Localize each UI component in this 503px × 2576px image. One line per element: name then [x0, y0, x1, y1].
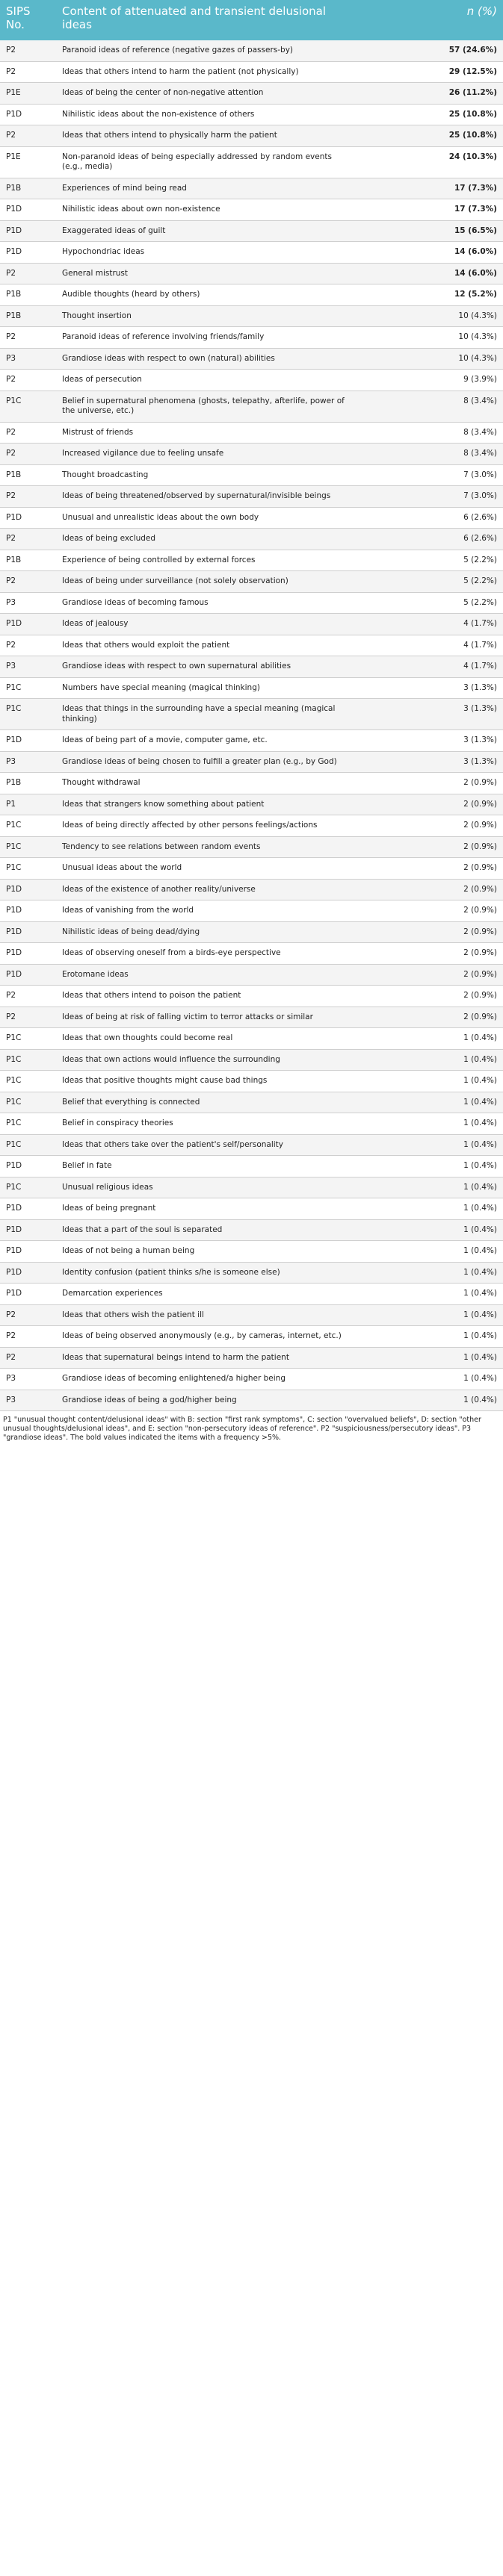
table-row: [0, 83, 503, 105]
sips-cell: P2: [0, 1326, 56, 1348]
content-cell: Identity confusion (patient thinks s/he is someone else): [56, 1262, 352, 1284]
table-row: [0, 444, 503, 465]
content-cell: Ideas of being excluded: [56, 529, 352, 550]
value-cell: 14 (6.0%): [352, 242, 503, 264]
sips-cell: P1C: [0, 677, 56, 699]
table-row: [0, 1049, 503, 1071]
table-row: [0, 1284, 503, 1305]
sips-cell: P1D: [0, 900, 56, 922]
content-cell: Experiences of mind being read: [56, 178, 352, 199]
table-row: [0, 1304, 503, 1326]
table-row: [0, 370, 503, 391]
value-cell: 10 (4.3%): [352, 305, 503, 327]
value-cell: 15 (6.5%): [352, 220, 503, 242]
sips-cell: P2: [0, 444, 56, 465]
sips-cell: P1D: [0, 220, 56, 242]
content-cell: Ideas of the existence of another reality/universe: [56, 879, 352, 900]
sips-cell: P1D: [0, 1241, 56, 1263]
content-cell: Ideas that own actions would influence the surrounding: [56, 1049, 352, 1071]
sips-cell: P1E: [0, 83, 56, 105]
sips-cell: P2: [0, 571, 56, 593]
table-row: [0, 284, 503, 306]
value-cell: 1 (0.4%): [352, 1156, 503, 1177]
table-row: [0, 1326, 503, 1348]
value-cell: 1 (0.4%): [352, 1028, 503, 1050]
table-row: [0, 1071, 503, 1092]
content-cell: Ideas of persecution: [56, 370, 352, 391]
content-cell: Ideas that a part of the soul is separated: [56, 1219, 352, 1241]
sips-cell: P2: [0, 1304, 56, 1326]
content-cell: Paranoid ideas of reference (negative gazes of passers-by): [56, 40, 352, 61]
sips-cell: P1D: [0, 1284, 56, 1305]
sips-cell: P3: [0, 656, 56, 678]
table-row: [0, 486, 503, 508]
value-cell: 8 (3.4%): [352, 391, 503, 422]
content-cell: Ideas that others take over the patient's self/personality: [56, 1134, 352, 1156]
table-row: [0, 1156, 503, 1177]
value-cell: 29 (12.5%): [352, 61, 503, 83]
value-cell: 12 (5.2%): [352, 284, 503, 306]
sips-cell: P1D: [0, 943, 56, 965]
content-cell: Audible thoughts (heard by others): [56, 284, 352, 306]
sips-cell: P1D: [0, 614, 56, 635]
table-row: [0, 263, 503, 284]
value-cell: 1 (0.4%): [352, 1326, 503, 1348]
value-cell: 3 (1.3%): [352, 699, 503, 730]
table-row: [0, 836, 503, 858]
content-cell: General mistrust: [56, 263, 352, 284]
sips-cell: P1B: [0, 178, 56, 199]
table-row: [0, 656, 503, 678]
sips-cell: P3: [0, 1390, 56, 1411]
value-cell: 1 (0.4%): [352, 1198, 503, 1220]
value-cell: 3 (1.3%): [352, 677, 503, 699]
table-row: [0, 125, 503, 147]
table-row: [0, 199, 503, 221]
sips-cell: P1B: [0, 305, 56, 327]
value-cell: 24 (10.3%): [352, 146, 503, 178]
table-row: [0, 614, 503, 635]
content-cell: Ideas of jealousy: [56, 614, 352, 635]
table-row: [0, 61, 503, 83]
table-row: [0, 1177, 503, 1198]
header-content: Content of attenuated and transient delusional ideas: [56, 0, 352, 40]
sips-cell: P1C: [0, 1177, 56, 1198]
table-row: [0, 1347, 503, 1369]
table-row: [0, 1007, 503, 1028]
value-cell: 2 (0.9%): [352, 986, 503, 1007]
table-row: [0, 178, 503, 199]
sips-cell: P2: [0, 370, 56, 391]
value-cell: 2 (0.9%): [352, 943, 503, 965]
value-cell: 2 (0.9%): [352, 773, 503, 794]
value-cell: 1 (0.4%): [352, 1071, 503, 1092]
header-sips-no: SIPS No.: [0, 0, 56, 40]
sips-cell: P1D: [0, 1156, 56, 1177]
sips-cell: P2: [0, 986, 56, 1007]
value-cell: 3 (1.3%): [352, 751, 503, 773]
content-cell: Ideas of vanishing from the world: [56, 900, 352, 922]
sips-cell: P1D: [0, 1262, 56, 1284]
value-cell: 2 (0.9%): [352, 879, 503, 900]
content-cell: Ideas that own thoughts could become real: [56, 1028, 352, 1050]
table-row: [0, 1241, 503, 1263]
content-cell: Thought insertion: [56, 305, 352, 327]
table-row: [0, 348, 503, 370]
header-n-percent: [352, 0, 503, 40]
content-cell: Ideas of being directly affected by other persons feelings/actions: [56, 815, 352, 837]
table-row: [0, 327, 503, 349]
value-cell: 1 (0.4%): [352, 1134, 503, 1156]
sips-cell: P2: [0, 635, 56, 656]
table-body: [0, 40, 503, 1411]
table-row: [0, 104, 503, 125]
table-row: [0, 1219, 503, 1241]
value-cell: 26 (11.2%): [352, 83, 503, 105]
value-cell: 2 (0.9%): [352, 921, 503, 943]
sips-cell: P1D: [0, 1219, 56, 1241]
table-row: [0, 699, 503, 730]
value-cell: 1 (0.4%): [352, 1390, 503, 1411]
value-cell: 4 (1.7%): [352, 656, 503, 678]
table-row: [0, 592, 503, 614]
sips-cell: P3: [0, 348, 56, 370]
table-row: [0, 751, 503, 773]
table-row: [0, 879, 503, 900]
value-cell: 1 (0.4%): [352, 1113, 503, 1135]
table-row: [0, 1134, 503, 1156]
sips-cell: P2: [0, 263, 56, 284]
content-cell: Ideas of being under surveillance (not solely observation): [56, 571, 352, 593]
content-cell: Exaggerated ideas of guilt: [56, 220, 352, 242]
table-row: [0, 1113, 503, 1135]
sips-cell: P1D: [0, 507, 56, 529]
sips-cell: P2: [0, 422, 56, 444]
content-cell: Paranoid ideas of reference involving friends/family: [56, 327, 352, 349]
sips-cell: P1B: [0, 773, 56, 794]
table-footnote: P1 "unusual thought content/delusional ideas" with B: section "first rank symptoms", C: section "overvalued beliefs", D: section "other unusual thoughts/delusional ideas", and E: section "non-persecutory ideas of reference". P2 "suspiciousness/persecutory ideas". P3 "grandiose ideas". The bold values indicated the items with a frequency >5%.: [3, 1416, 481, 1442]
content-cell: Belief in fate: [56, 1156, 352, 1177]
content-cell: Thought broadcasting: [56, 464, 352, 486]
content-cell: Ideas of not being a human being: [56, 1241, 352, 1263]
value-cell: 8 (3.4%): [352, 444, 503, 465]
table-row: [0, 1369, 503, 1390]
content-cell: Mistrust of friends: [56, 422, 352, 444]
content-cell: Thought withdrawal: [56, 773, 352, 794]
sips-cell: P1C: [0, 815, 56, 837]
value-cell: 4 (1.7%): [352, 614, 503, 635]
sips-cell: P1D: [0, 242, 56, 264]
table-row: [0, 794, 503, 815]
sips-cell: P1D: [0, 199, 56, 221]
value-cell: 25 (10.8%): [352, 104, 503, 125]
table-row: [0, 571, 503, 593]
content-cell: Ideas of being part of a movie, computer game, etc.: [56, 730, 352, 752]
table-row: [0, 1092, 503, 1113]
content-cell: Hypochondriac ideas: [56, 242, 352, 264]
table-row: [0, 730, 503, 752]
content-cell: Ideas that others would exploit the patient: [56, 635, 352, 656]
content-cell: Ideas of being the center of non-negative attention: [56, 83, 352, 105]
value-cell: 2 (0.9%): [352, 836, 503, 858]
content-cell: Ideas that strangers know something about patient: [56, 794, 352, 815]
content-cell: Ideas that others intend to physically harm the patient: [56, 125, 352, 147]
sips-cell: P1D: [0, 964, 56, 986]
value-cell: 1 (0.4%): [352, 1092, 503, 1113]
content-cell: Grandiose ideas of becoming famous: [56, 592, 352, 614]
value-cell: 2 (0.9%): [352, 964, 503, 986]
sips-cell: P1C: [0, 836, 56, 858]
table-row: [0, 635, 503, 656]
value-cell: 2 (0.9%): [352, 900, 503, 922]
content-cell: Ideas of being at risk of falling victim to terror attacks or similar: [56, 1007, 352, 1028]
value-cell: 2 (0.9%): [352, 815, 503, 837]
value-cell: 7 (3.0%): [352, 486, 503, 508]
content-cell: Ideas of being threatened/observed by supernatural/invisible beings: [56, 486, 352, 508]
table-row: [0, 921, 503, 943]
sips-cell: P1C: [0, 858, 56, 880]
value-cell: 1 (0.4%): [352, 1347, 503, 1369]
content-cell: Non-paranoid ideas of being especially addressed by random events (e.g., media): [56, 146, 352, 178]
sips-cell: P1D: [0, 104, 56, 125]
table-row: [0, 529, 503, 550]
content-cell: Ideas that others wish the patient ill: [56, 1304, 352, 1326]
value-cell: 4 (1.7%): [352, 635, 503, 656]
content-cell: Erotomane ideas: [56, 964, 352, 986]
sips-cell: P1: [0, 794, 56, 815]
value-cell: 6 (2.6%): [352, 507, 503, 529]
content-cell: Demarcation experiences: [56, 1284, 352, 1305]
value-cell: 2 (0.9%): [352, 1007, 503, 1028]
content-cell: Grandiose ideas of being chosen to fulfill a greater plan (e.g., by God): [56, 751, 352, 773]
value-cell: 1 (0.4%): [352, 1284, 503, 1305]
value-cell: 7 (3.0%): [352, 464, 503, 486]
table-row: [0, 391, 503, 422]
sips-cell: P1E: [0, 146, 56, 178]
content-cell: Ideas of being pregnant: [56, 1198, 352, 1220]
content-cell: Belief in conspiracy theories: [56, 1113, 352, 1135]
table-row: [0, 943, 503, 965]
content-cell: Grandiose ideas of being a god/higher being: [56, 1390, 352, 1411]
sips-cell: P1C: [0, 1092, 56, 1113]
sips-cell: P1D: [0, 1198, 56, 1220]
sips-cell: P1D: [0, 730, 56, 752]
sips-cell: P3: [0, 751, 56, 773]
table-row: [0, 464, 503, 486]
table-row: [0, 858, 503, 880]
value-cell: 3 (1.3%): [352, 730, 503, 752]
value-cell: 17 (7.3%): [352, 178, 503, 199]
sips-cell: P2: [0, 529, 56, 550]
content-cell: Nihilistic ideas of being dead/dying: [56, 921, 352, 943]
table-row: [0, 964, 503, 986]
content-cell: Ideas that supernatural beings intend to harm the patient: [56, 1347, 352, 1369]
value-cell: 2 (0.9%): [352, 794, 503, 815]
sips-cell: P2: [0, 1347, 56, 1369]
value-cell: 17 (7.3%): [352, 199, 503, 221]
table-row: [0, 242, 503, 264]
content-cell: Nihilistic ideas about the non-existence of others: [56, 104, 352, 125]
content-cell: Belief that everything is connected: [56, 1092, 352, 1113]
value-cell: 5 (2.2%): [352, 550, 503, 571]
table-row: [0, 305, 503, 327]
table-row: [0, 677, 503, 699]
content-cell: Unusual religious ideas: [56, 1177, 352, 1198]
value-cell: 1 (0.4%): [352, 1262, 503, 1284]
sips-cell: P2: [0, 1007, 56, 1028]
table-row: [0, 815, 503, 837]
content-cell: Ideas of observing oneself from a birds-eye perspective: [56, 943, 352, 965]
content-cell: Experience of being controlled by external forces: [56, 550, 352, 571]
content-cell: Ideas of being observed anonymously (e.g., by cameras, internet, etc.): [56, 1326, 352, 1348]
sips-cell: P1B: [0, 284, 56, 306]
content-cell: Ideas that others intend to poison the patient: [56, 986, 352, 1007]
value-cell: 14 (6.0%): [352, 263, 503, 284]
table-header: [0, 0, 503, 40]
value-cell: 57 (24.6%): [352, 40, 503, 61]
sips-cell: P1C: [0, 1134, 56, 1156]
value-cell: 2 (0.9%): [352, 858, 503, 880]
sips-cell: P1C: [0, 699, 56, 730]
table-row: [0, 507, 503, 529]
table-row: [0, 1198, 503, 1220]
table-row: [0, 422, 503, 444]
value-cell: 1 (0.4%): [352, 1369, 503, 1390]
sips-cell: P1C: [0, 391, 56, 422]
sips-cell: P1D: [0, 921, 56, 943]
content-cell: Ideas that others intend to harm the patient (not physically): [56, 61, 352, 83]
content-cell: Unusual ideas about the world: [56, 858, 352, 880]
content-cell: Unusual and unrealistic ideas about the own body: [56, 507, 352, 529]
content-cell: Increased vigilance due to feeling unsafe: [56, 444, 352, 465]
table-row: [0, 773, 503, 794]
sips-cell: P3: [0, 1369, 56, 1390]
sips-cell: P2: [0, 486, 56, 508]
content-cell: Grandiose ideas with respect to own supernatural abilities: [56, 656, 352, 678]
value-cell: 1 (0.4%): [352, 1177, 503, 1198]
value-cell: 1 (0.4%): [352, 1219, 503, 1241]
sips-cell: P1D: [0, 879, 56, 900]
content-cell: Belief in supernatural phenomena (ghosts, telepathy, afterlife, power of the universe, etc.): [56, 391, 352, 422]
table-row: [0, 220, 503, 242]
table-row: [0, 1262, 503, 1284]
sips-cell: P1C: [0, 1113, 56, 1135]
content-cell: Ideas that positive thoughts might cause bad things: [56, 1071, 352, 1092]
value-cell: 10 (4.3%): [352, 327, 503, 349]
table-row: [0, 900, 503, 922]
sips-cell: P2: [0, 61, 56, 83]
value-cell: 1 (0.4%): [352, 1304, 503, 1326]
table-row: [0, 986, 503, 1007]
content-cell: Grandiose ideas of becoming enlightened/a higher being: [56, 1369, 352, 1390]
table-row: [0, 1028, 503, 1050]
value-cell: 25 (10.8%): [352, 125, 503, 147]
table-row: [0, 146, 503, 178]
sips-cell: P2: [0, 327, 56, 349]
sips-cell: P3: [0, 592, 56, 614]
sips-cell: P1C: [0, 1049, 56, 1071]
value-cell: 1 (0.4%): [352, 1049, 503, 1071]
content-cell: Nihilistic ideas about own non-existence: [56, 199, 352, 221]
content-cell: Numbers have special meaning (magical thinking): [56, 677, 352, 699]
sips-cell: P1B: [0, 550, 56, 571]
content-cell: Grandiose ideas with respect to own (natural) abilities: [56, 348, 352, 370]
sips-cell: P1B: [0, 464, 56, 486]
content-cell: Tendency to see relations between random events: [56, 836, 352, 858]
value-cell: 6 (2.6%): [352, 529, 503, 550]
value-cell: 9 (3.9%): [352, 370, 503, 391]
value-cell: 10 (4.3%): [352, 348, 503, 370]
value-cell: 5 (2.2%): [352, 592, 503, 614]
table-row: [0, 40, 503, 61]
value-cell: 8 (3.4%): [352, 422, 503, 444]
sips-cell: P1C: [0, 1071, 56, 1092]
table-row: [0, 550, 503, 571]
header-n-percent-label: n (%): [466, 4, 497, 18]
sips-cell: P2: [0, 125, 56, 147]
table-row: [0, 1390, 503, 1411]
value-cell: 5 (2.2%): [352, 571, 503, 593]
value-cell: 1 (0.4%): [352, 1241, 503, 1263]
sips-cell: P1C: [0, 1028, 56, 1050]
content-cell: Ideas that things in the surrounding have a special meaning (magical thinking): [56, 699, 352, 730]
sips-cell: P2: [0, 40, 56, 61]
